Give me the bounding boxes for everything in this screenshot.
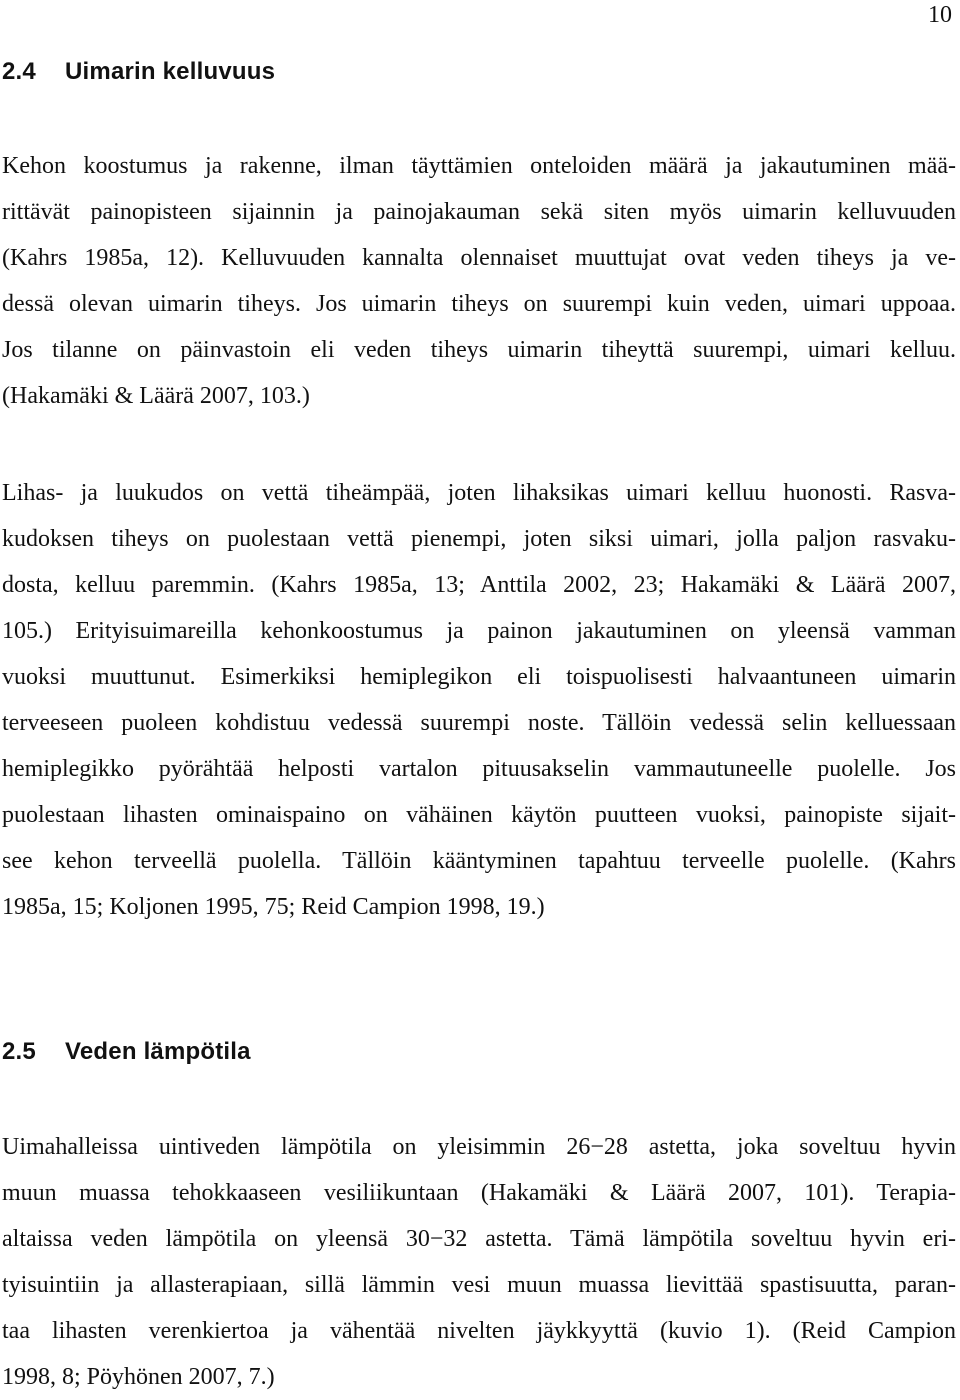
text-line: 1998, 8; Pöyhönen 2007, 7.): [2, 1364, 275, 1390]
page-number: 10: [928, 2, 952, 28]
text-line: Lihas- ja luukudos on vettä tiheämpää, joten lihaksikas uimari kelluu huonosti. Rasva-: [2, 480, 956, 506]
text-line: puolestaan lihasten ominaispaino on vähäinen käytön puutteen vuoksi, painopiste sijait-: [2, 802, 956, 828]
section-title: Uimarin kelluvuus: [65, 58, 276, 85]
section-number: 2.5: [2, 1038, 36, 1065]
section-title: Veden lämpötila: [65, 1038, 251, 1065]
text-line: muun muassa tehokkaaseen vesiliikuntaan (Hakamäki & Läärä 2007, 101). Terapia-: [2, 1180, 956, 1206]
text-line: dosta, kelluu paremmin. (Kahrs 1985a, 13; Anttila 2002, 23; Hakamäki & Läärä 2007,: [2, 572, 956, 598]
text-line: rittävät painopisteen sijainnin ja painojakauman sekä siten myös uimarin kelluvuuden: [2, 199, 956, 225]
paragraph: [2, 1124, 956, 1400]
text-line: tyisuintiin ja allasterapiaan, sillä lämmin vesi muun muassa lievittää spastisuutta, paran-: [2, 1272, 956, 1298]
text-line: Uimahalleissa uintiveden lämpötila on yleisimmin 26−28 astetta, joka soveltuu hyvin: [2, 1134, 956, 1160]
text-line: Kehon koostumus ja rakenne, ilman täyttämien onteloiden määrä ja jakautuminen mää-: [2, 153, 956, 179]
section-number: 2.4: [2, 58, 36, 85]
text-line: taa lihasten verenkiertoa ja vähentää nivelten jäykkyyttä (kuvio 1). (Reid Campion: [2, 1318, 956, 1344]
text-line: dessä olevan uimarin tiheys. Jos uimarin tiheys on suurempi kuin veden, uimari uppoaa.: [2, 291, 956, 317]
text-line: Jos tilanne on päinvastoin eli veden tiheys uimarin tiheyttä suurempi, uimari kelluu.: [2, 337, 956, 363]
section-heading-2-5: [2, 1038, 251, 1066]
text-line: kudoksen tiheys on puolestaan vettä pienempi, joten siksi uimari, jolla paljon rasvaku-: [2, 526, 956, 552]
section-heading-2-4: [2, 58, 275, 86]
text-line: (Kahrs 1985a, 12). Kelluvuuden kannalta olennaiset muuttujat ovat veden tiheys ja ve-: [2, 245, 956, 271]
text-line: see kehon terveellä puolella. Tällöin kääntyminen tapahtuu terveelle puolelle. (Kahrs: [2, 848, 956, 874]
text-line: 105.) Erityisuimareilla kehonkoostumus ja painon jakautuminen on yleensä vamman: [2, 618, 956, 644]
text-line: altaissa veden lämpötila on yleensä 30−32 astetta. Tämä lämpötila soveltuu hyvin eri-: [2, 1226, 956, 1252]
text-line: 1985a, 15; Koljonen 1995, 75; Reid Campion 1998, 19.): [2, 894, 545, 920]
paragraph: [2, 143, 956, 419]
text-line: (Hakamäki & Läärä 2007, 103.): [2, 383, 310, 409]
text-line: vuoksi muuttunut. Esimerkiksi hemiplegikon eli toispuolisesti halvaantuneen uimarin: [2, 664, 956, 690]
text-line: terveeseen puoleen kohdistuu vedessä suurempi noste. Tällöin vedessä selin kelluessaan: [2, 710, 956, 736]
text-line: hemiplegikko pyörähtää helposti vartalon pituusakselin vammautuneelle puolelle. Jos: [2, 756, 956, 782]
paragraph: [2, 470, 956, 930]
